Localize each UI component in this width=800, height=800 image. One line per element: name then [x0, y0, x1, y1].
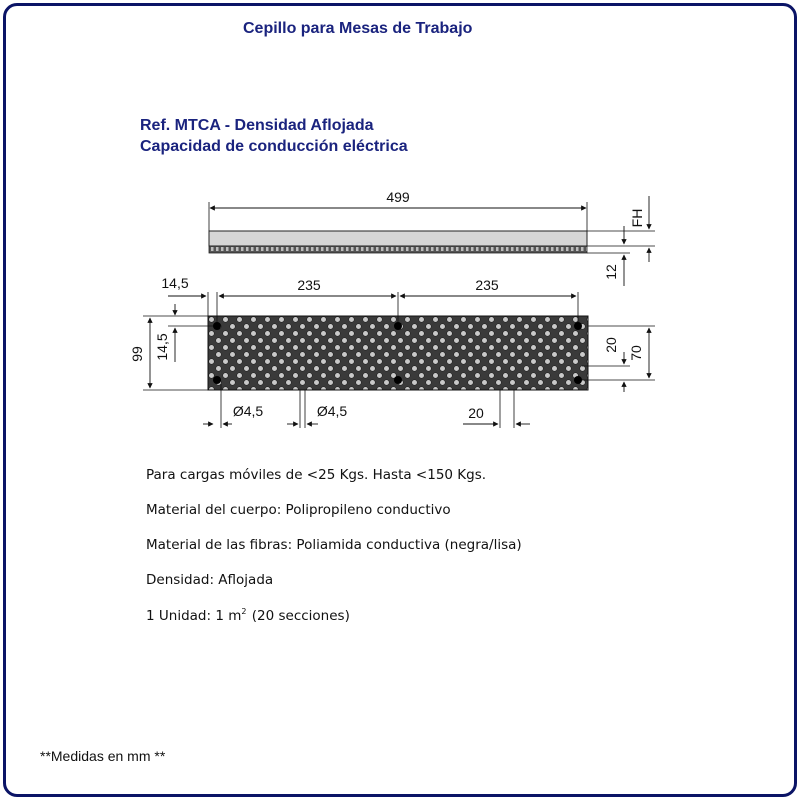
top-view: [129, 275, 655, 428]
dimension-base-height: 12: [603, 264, 619, 280]
measurements-note: **Medidas en mm **: [40, 748, 166, 764]
side-view-body: [209, 231, 587, 246]
spec-densidad: Densidad: Aflojada: [146, 572, 274, 588]
reference-subtitle: Capacidad de conducción eléctrica: [140, 138, 408, 155]
mounting-hole-top-center: [394, 322, 402, 330]
dimension-hole-diameter-1: Ø4,5: [232, 403, 264, 419]
dimension-length: 499: [386, 189, 410, 205]
spec-material-fibras: Material de las fibras: Poliamida conductiva (negra/lisa): [146, 537, 522, 553]
side-view: [209, 189, 655, 286]
dimension-hole-spacing-2: 235: [475, 277, 499, 293]
spec-unidad-suffix: (20 secciones): [247, 608, 350, 624]
dimension-right-large: 70: [628, 345, 644, 361]
side-view-base: [209, 246, 587, 253]
spec-material-cuerpo: Material del cuerpo: Polipropileno conductivo: [146, 502, 451, 518]
dimension-hole-diameter-2: Ø4,5: [316, 403, 348, 419]
spec-unidad-exponent: 2: [241, 607, 247, 616]
spec-cargas: Para cargas móviles de <25 Kgs. Hasta <150 Kgs.: [146, 467, 487, 483]
dimension-total-height: 99: [129, 346, 145, 362]
mounting-hole-bottom-left: [213, 376, 221, 384]
mounting-hole-top-right: [574, 322, 582, 330]
dimension-bottom-small: 20: [468, 405, 484, 421]
dimension-hole-spacing-1: 235: [297, 277, 321, 293]
page-title: Cepillo para Mesas de Trabajo: [243, 20, 473, 37]
dimension-edge-offset: 14,5: [161, 275, 189, 291]
dimension-right-small: 20: [603, 337, 619, 353]
spec-unidad: [146, 607, 522, 642]
reference-title: Ref. MTCA - Densidad Aflojada: [140, 117, 374, 134]
dimension-fh: FH: [629, 208, 645, 228]
specifications-list: [146, 467, 522, 642]
dimension-hole-vertical-offset: 14,5: [154, 333, 170, 361]
mounting-hole-bottom-center: [394, 376, 402, 384]
mounting-hole-bottom-right: [574, 376, 582, 384]
mounting-hole-top-left: [213, 322, 221, 330]
spec-unidad-prefix: 1 Unidad: 1 m: [146, 608, 242, 624]
